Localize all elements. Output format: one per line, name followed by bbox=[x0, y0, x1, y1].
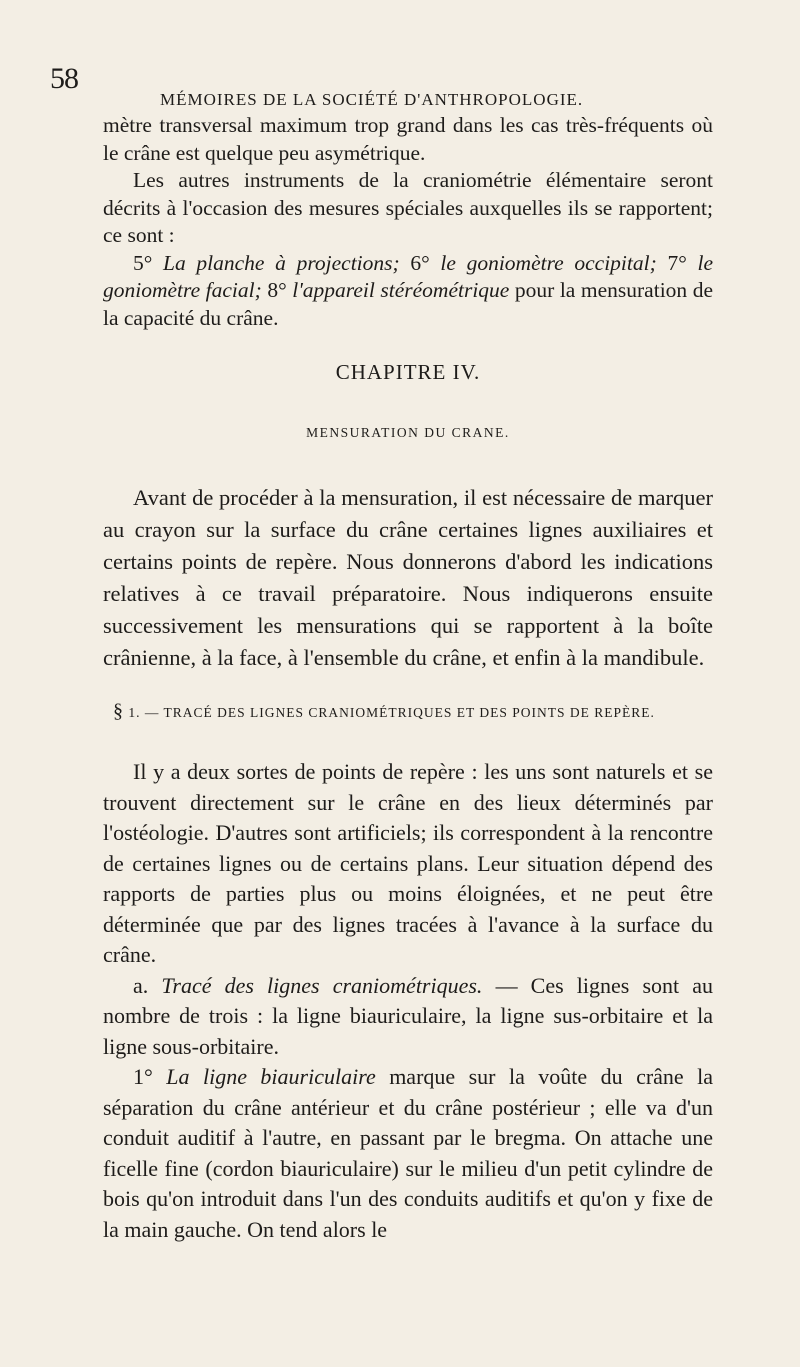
paragraph bbox=[103, 167, 713, 250]
text-block-chapter-intro bbox=[103, 482, 713, 674]
list-item: le goniomètre occipital; bbox=[440, 250, 657, 275]
list-number: 7° bbox=[667, 250, 687, 275]
item-number: 1° bbox=[133, 1064, 153, 1089]
section-number: 1. bbox=[128, 705, 141, 720]
chapter-subtitle: MENSURATION DU CRANE. bbox=[306, 425, 510, 440]
section-title: — TRACÉ DES LIGNES CRANIOMÉTRIQUES ET DES POINTS DE REPÈRE. bbox=[144, 705, 655, 720]
paragraph: Il y a deux sortes de points de repère : les uns sont naturels et se trouvent directement sur le crâne en des lieux déterminés par l'ostéologie. D'autres sont artificiels; ils correspondent à la rencontre de certaines lignes ou de certains plans. Leur situation dépend des rapports de parties plus ou moins éloignées, et ne peut être déterminée que par des lignes tracées à l'avance à la surface du crâne. bbox=[103, 759, 713, 967]
paragraph: Avant de procéder à la mensuration, il est nécessaire de marquer au crayon sur la surface du crâne certaines lignes auxiliaires et certains points de repère. Nous donnerons d'abord les indications relatives à ce travail préparatoire. Nous indiquerons ensuite successivement les mensurations qui se rapportent à la boîte crânienne, à la face, à l'ensemble du crâne, et enfin à la mandibule. bbox=[103, 485, 713, 670]
section-heading bbox=[113, 700, 713, 723]
list-number: 8° bbox=[267, 278, 287, 302]
text-block-section bbox=[103, 757, 713, 1245]
list-item: le goniomètre facial; bbox=[103, 250, 713, 302]
running-head bbox=[50, 62, 750, 109]
paragraph: mètre transversal maximum trop grand dans les cas très-fréquents où le crâne est quelque peu asymétrique. bbox=[103, 113, 713, 165]
list-number: 5° bbox=[133, 250, 153, 275]
running-head-title: MÉMOIRES DE LA SOCIÉTÉ D'ANTHROPOLOGIE. bbox=[160, 90, 584, 109]
paragraph-text: Les autres instruments de la craniométrie élémentaire seront décrits à l'occasion des mesures spéciales auxquelles ils se rapportent; ce sont : bbox=[103, 168, 713, 247]
list-tail: pour la mensuration de la capacité du crâne. bbox=[103, 278, 713, 330]
list-item: La planche à projections; bbox=[163, 250, 400, 275]
text-block-intro bbox=[103, 112, 713, 332]
paragraph-text: — Ces lignes sont au nombre de trois : la ligne biauriculaire, la ligne sus-orbitaire et la ligne sous-orbitaire. bbox=[103, 972, 714, 1059]
chapter-title: CHAPITRE IV. bbox=[335, 360, 481, 384]
paragraph bbox=[103, 971, 713, 1063]
list-number: 6° bbox=[410, 250, 430, 275]
section-symbol: § bbox=[113, 700, 124, 722]
item-title: La ligne biauriculaire bbox=[166, 1064, 376, 1089]
instrument-list bbox=[103, 250, 713, 333]
list-item: l'appareil stéréométrique bbox=[292, 278, 510, 302]
subsection-letter: a. bbox=[133, 972, 149, 998]
paragraph-text: marque sur la voûte du crâne la séparation du crâne antérieur et du crâne postérieur ; elle va d'un conduit auditif à l'autre, en passant par le bregma. On attache une ficelle fine (cordon biauriculaire) sur le milieu d'un petit cylindre de bois qu'on introduit dans l'un des conduits auditifs et qu'on y fixe de la main gauche. On tend alors le bbox=[103, 1064, 714, 1242]
paragraph bbox=[103, 1062, 713, 1245]
subsection-title: Tracé des lignes craniométriques. bbox=[161, 972, 483, 998]
page-number: 58 bbox=[50, 62, 78, 95]
